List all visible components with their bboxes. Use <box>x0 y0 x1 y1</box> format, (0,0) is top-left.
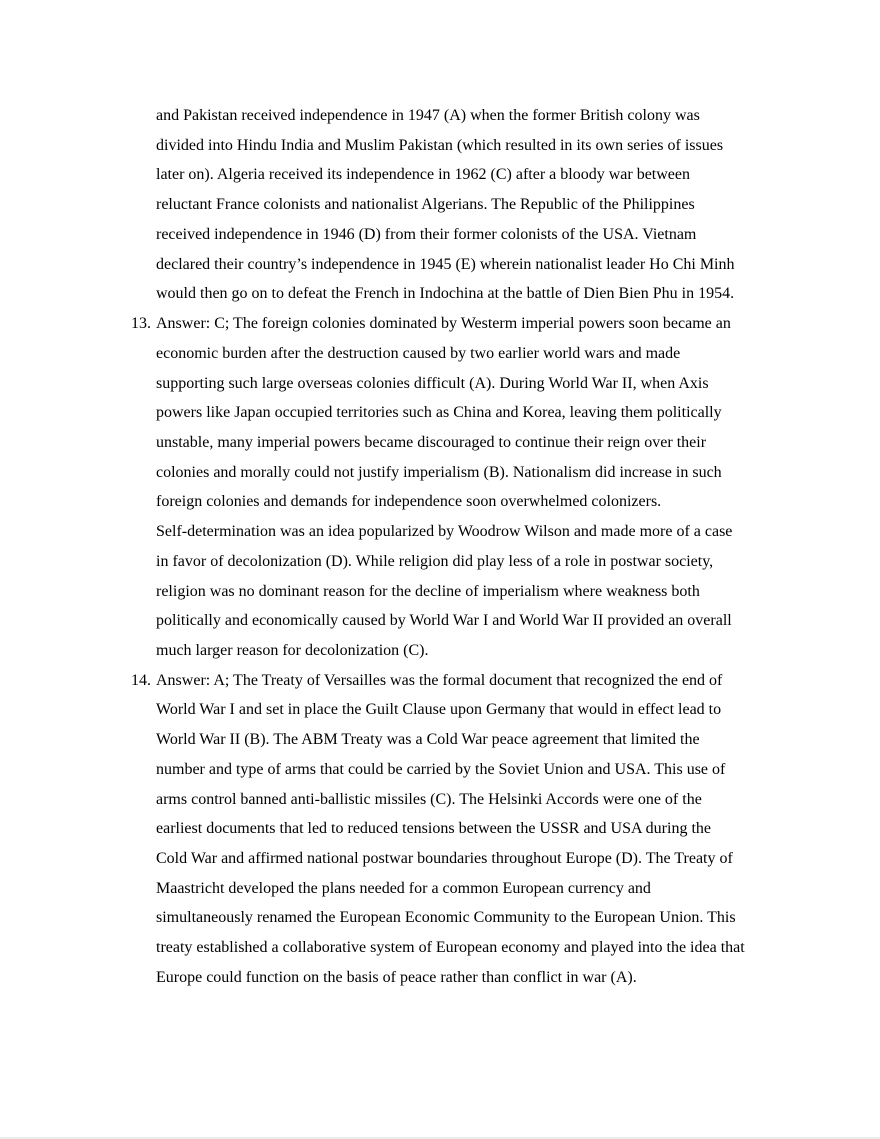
answer-line: much larger reason for decolonization (C). <box>156 642 429 659</box>
continuation-line: declared their country’s independence in 1945 (E) wherein nationalist leader Ho Chi Minh <box>156 255 735 273</box>
continuation-line: divided into Hindu India and Muslim Pakistan (which resulted in its own series of issues <box>156 136 724 154</box>
answer-line: foreign colonies and demands for independence soon overwhelmed colonizers. <box>156 493 662 511</box>
answer-line: religion was no dominant reason for the decline of imperialism where weakness both <box>156 582 700 600</box>
answer-line: politically and economically caused by World War I and World War II provided an overall <box>156 612 732 630</box>
answer-line: treaty established a collaborative system of European economy and played into the idea that <box>156 939 745 957</box>
answer-line: Self-determination was an idea popularized by Woodrow Wilson and made more of a case <box>156 523 733 541</box>
answer-line: Answer: A; The Treaty of Versailles was the formal document that recognized the end of <box>156 671 723 689</box>
answer-line: Answer: C; The foreign colonies dominated by Westerm imperial powers soon became an <box>156 315 731 332</box>
answer-line: number and type of arms that could be carried by the Soviet Union and USA. This use of <box>156 760 726 778</box>
continuation-line: and Pakistan received independence in 1947 (A) when the former British colony was <box>156 107 700 124</box>
answer-line: Europe could function on the basis of peace rather than conflict in war (A). <box>156 968 637 986</box>
list-item-number: 13. <box>131 315 151 332</box>
list-item-number: 14. <box>131 671 151 689</box>
answer-line: colonies and morally could not justify imperialism (B). Nationalism did increase in such <box>156 463 722 481</box>
continuation-line: reluctant France colonists and nationalist Algerians. The Republic of the Philippines <box>156 196 695 214</box>
answer-line: powers like Japan occupied territories such as China and Korea, leaving them politically <box>156 404 722 422</box>
answer-line: economic burden after the destruction caused by two earlier world wars and made <box>156 344 681 362</box>
continuation-line: later on). Algeria received its independence in 1962 (C) after a bloody war between <box>156 166 691 184</box>
answer-line: Cold War and affirmed national postwar boundaries throughout Europe (D). The Treaty of <box>156 850 733 867</box>
answer-line: supporting such large overseas colonies difficult (A). During World War II, when Axis <box>156 374 709 392</box>
continuation-line: would then go on to defeat the French in Indochina at the battle of Dien Bien Phu in 1954. <box>156 285 735 303</box>
continuation-line: received independence in 1946 (D) from their former colonists of the USA. Vietnam <box>156 225 697 243</box>
answer-line: arms control banned anti-ballistic missiles (C). The Helsinki Accords were one of the <box>156 790 702 808</box>
answer-line: earliest documents that led to reduced tensions between the USSR and USA during the <box>156 820 711 838</box>
answer-line: unstable, many imperial powers became discouraged to continue their reign over their <box>156 433 707 451</box>
answer-line: simultaneously renamed the European Economic Community to the European Union. This <box>156 909 736 927</box>
answer-line: in favor of decolonization (D). While religion did play less of a role in postwar society, <box>156 552 714 570</box>
answer-line: World War I and set in place the Guilt Clause upon Germany that would in effect lead to <box>156 701 722 719</box>
answer-line: World War II (B). The ABM Treaty was a Cold War peace agreement that limited the <box>156 731 700 749</box>
answer-line: Maastricht developed the plans needed for a common European currency and <box>156 879 651 897</box>
